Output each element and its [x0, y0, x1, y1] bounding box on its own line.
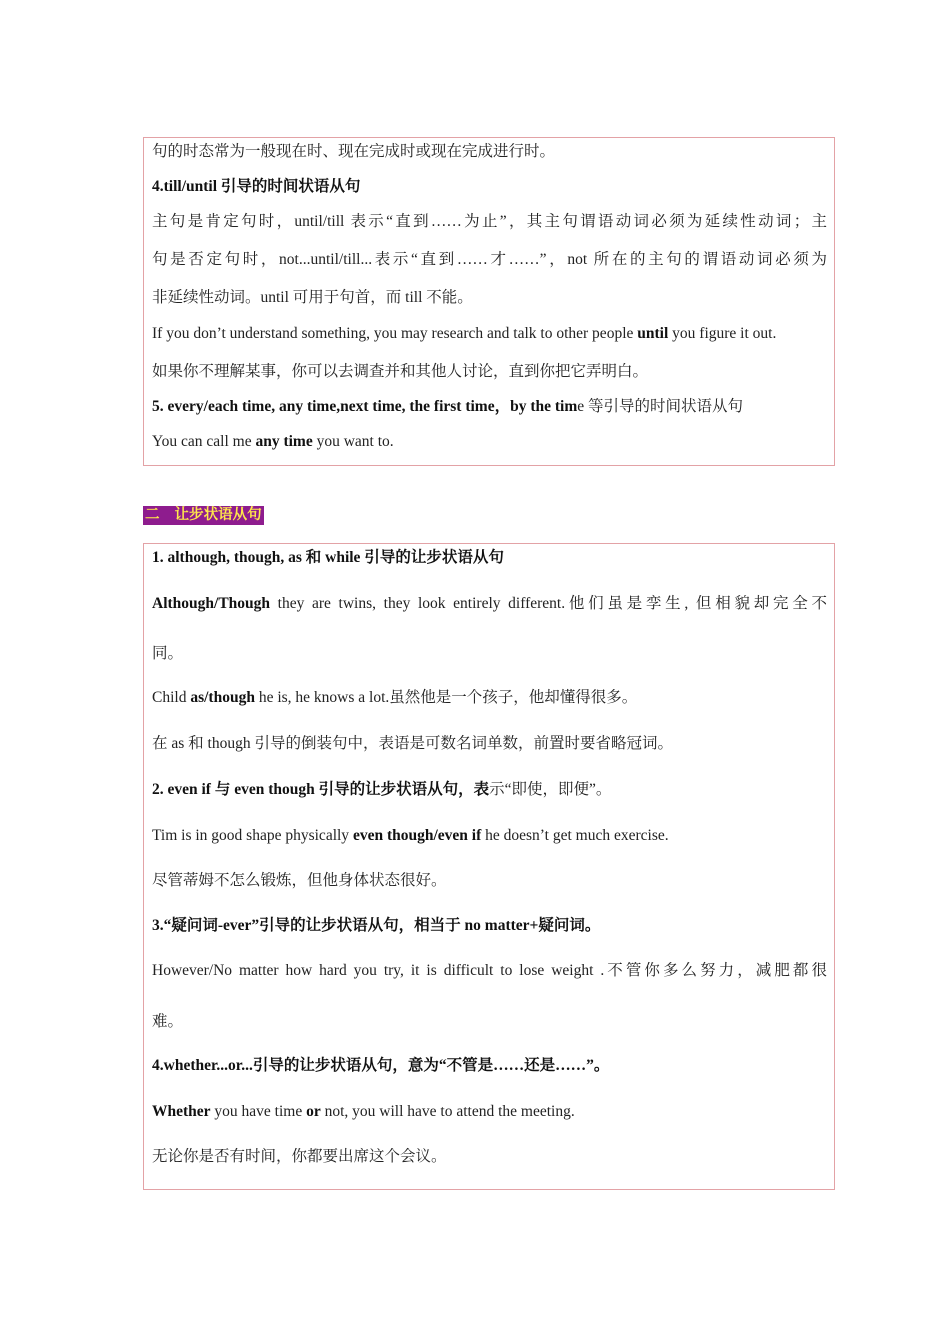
- bold-text: any time: [255, 433, 313, 450]
- bold-text: or: [306, 1103, 321, 1120]
- box2-text-line: [152, 871, 827, 891]
- text-segment: 非延续性动词。until 可用于句首，而 till 不能。: [152, 289, 473, 306]
- box2-text-line: [152, 1012, 827, 1032]
- box1-text-line: [152, 142, 827, 162]
- bold-text: even though/even if: [352, 827, 482, 844]
- bold-text: 4.whether...or...引导的让步状语从句，意为“不管是……还是……”。: [152, 1057, 610, 1074]
- text-segment: 如果你不理解某事，你可以去调查并和其他人讨论，直到你把它弄明白。: [152, 363, 649, 380]
- text-segment: not, you will have to attend the meeting.: [320, 1103, 575, 1120]
- box2-text-line: [152, 548, 827, 568]
- bold-text: Whether: [152, 1103, 211, 1120]
- box2-text-line: [152, 734, 827, 754]
- box2-text-line: [152, 826, 827, 846]
- text-segment: If you don’t understand something, you may research and talk to other people: [152, 325, 638, 342]
- bold-text: 1. although, though, as 和 while 引导的让步状语从句: [152, 549, 504, 566]
- text-segment: 句的时态常为一般现在时、现在完成时或现在完成进行时。: [152, 143, 556, 160]
- text-segment: 句是否定句时，not...until/till...表示“直到……才……”，not 所在的主句的谓语动词必须为: [152, 251, 827, 268]
- text-segment: Child: [152, 689, 191, 706]
- box2-text-line: [152, 594, 827, 614]
- box1-text-line: [152, 288, 827, 308]
- bold-text: Although/Though: [152, 595, 271, 612]
- text-segment: However/No matter how hard you try, it is difficult to lose weight .不管你多么努力，减肥都很: [152, 962, 827, 979]
- text-segment: Tim is in good shape physically: [152, 827, 353, 844]
- bold-text: 4.till/until 引导的时间状语从句: [152, 178, 361, 195]
- text-segment: e 等引导的时间状语从句: [577, 398, 744, 415]
- box1-text-line: [152, 324, 827, 344]
- text-segment: you want to.: [312, 433, 394, 450]
- text-segment: they are twins, they look entirely different.他们虽是孪生, 但相貌却完全不: [270, 595, 827, 612]
- box1-text-line: [152, 432, 827, 452]
- box1-text-line: [152, 397, 827, 417]
- bold-text: 2. even if 与 even though 引导的让步状语从句，表: [152, 781, 490, 798]
- box2-text-line: [152, 1147, 827, 1167]
- text-segment: 同。: [152, 645, 184, 662]
- section-heading: 二 让步状语从句: [145, 507, 262, 523]
- content-box-concession-clauses: [143, 543, 835, 1190]
- box2-text-line: [152, 1102, 827, 1122]
- box2-text-line: [152, 1056, 827, 1076]
- box1-text-line: [152, 212, 827, 232]
- bold-text: 5. every/each time, any time,next time, the first time，by the tim: [152, 398, 578, 415]
- text-segment: 无论你是否有时间，你都要出席这个会议。: [152, 1148, 447, 1165]
- text-segment: 尽管蒂姆不怎么锻炼，但他身体状态很好。: [152, 872, 447, 889]
- box2-text-line: [152, 961, 827, 981]
- bold-text: 3.“疑问词-ever”引导的让步状语从句，相当于 no matter+疑问词。: [152, 917, 601, 934]
- text-segment: he is, he knows a lot.虽然他是一个孩子，他却懂得很多。: [254, 689, 638, 706]
- text-segment: you figure it out.: [668, 325, 777, 342]
- box2-text-line: [152, 688, 827, 708]
- text-segment: 示“即使，即便”。: [489, 781, 612, 798]
- box1-text-line: [152, 362, 827, 382]
- text-segment: 在 as 和 though 引导的倒装句中，表语是可数名词单数，前置时要省略冠词。: [152, 735, 673, 752]
- text-segment: you have time: [210, 1103, 307, 1120]
- text-segment: 主句是肯定句时，until/till 表示“直到……为止”，其主句谓语动词必须为延续性动词；主: [152, 213, 827, 230]
- text-segment: 难。: [152, 1013, 184, 1030]
- box2-text-line: [152, 644, 827, 664]
- box2-text-line: [152, 916, 827, 936]
- text-segment: You can call me: [152, 433, 256, 450]
- box1-text-line: [152, 177, 827, 197]
- box2-text-line: [152, 780, 827, 800]
- bold-text: as/though: [190, 689, 255, 706]
- bold-text: until: [637, 325, 669, 342]
- text-segment: he doesn’t get much exercise.: [481, 827, 669, 844]
- box1-text-line: [152, 250, 827, 270]
